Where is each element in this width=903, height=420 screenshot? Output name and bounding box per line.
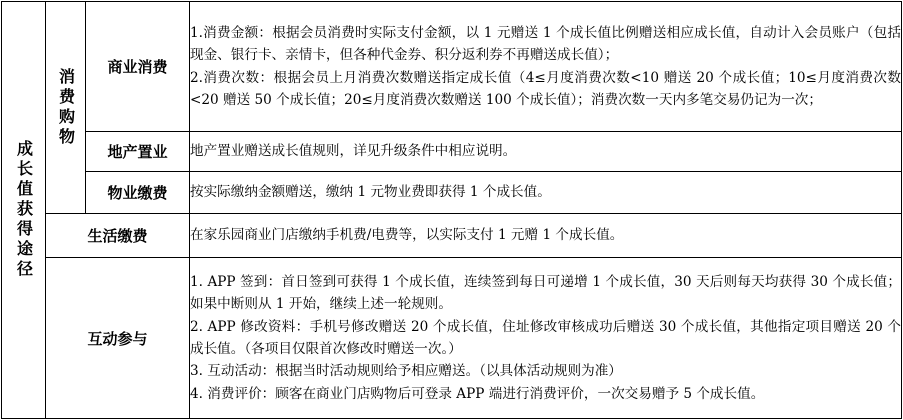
commercial-rule-1: 1.消费金额：根据会员消费时实际支付金额，以 1 元赠送 1 个成长值比例赠送相应成长值，自动计入会员账户（包括现金、银行卡、亲情卡，但各种代金券、积分返利券不再赠送成长值）； bbox=[190, 24, 901, 64]
consumption-group-cell bbox=[46, 2, 86, 214]
interaction-rule-3: 3. 互动活动：根据当时活动规则给予相应赠送。（以具体活动规则为准） bbox=[190, 363, 622, 380]
consumption-group-label: 消费购物 bbox=[56, 67, 76, 148]
category-real-estate: 地产置业 bbox=[86, 132, 190, 172]
content-commercial bbox=[190, 2, 902, 132]
category-interaction: 互动参与 bbox=[46, 258, 190, 419]
content-real-estate bbox=[190, 132, 902, 172]
property-fee-rule: 按实际缴纳金额赠送，缴纳 1 元物业费即获得 1 个成长值。 bbox=[190, 184, 551, 201]
root-label: 成长值获得途径 bbox=[14, 140, 34, 280]
category-commercial: 商业消费 bbox=[86, 2, 190, 132]
category-living-payment: 生活缴费 bbox=[46, 214, 190, 258]
content-living-payment bbox=[190, 214, 902, 258]
content-interaction bbox=[190, 258, 902, 419]
living-payment-rule: 在家乐园商业门店缴纳手机费/电费等，以实际支付 1 元赠 1 个成长值。 bbox=[190, 227, 624, 244]
interaction-rule-2: 2. APP 修改资料：手机号修改赠送 20 个成长值，住址修改审核成功后赠送 30 个成长值，其他指定项目赠送 20 个成长值。（各项目仅限首次修改时赠送一次。） bbox=[190, 318, 901, 357]
interaction-rule-1: 1. APP 签到：首日签到可获得 1 个成长值，连续签到每日可递增 1 个成长值，30 天后则每天均获得 30 个成长值；如果中断则从 1 开始，继续上述一轮规则。 bbox=[190, 273, 901, 313]
content-property-fee bbox=[190, 172, 902, 214]
commercial-rule-2: 2.消费次数：根据会员上月消费次数赠送指定成长值（4≤月度消费次数<10 赠送 20 个成长值；10≤月度消费次数<20 赠送 50 个成长值；20≤月度消费次数赠送 100 个成长值）；消费次数一天内多笔交易仍记为一次； bbox=[190, 69, 901, 108]
category-property-fee: 物业缴费 bbox=[86, 172, 190, 214]
interaction-rule-4: 4. 消费评价：顾客在商业门店购物后可登录 APP 端进行消费评价，一次交易赠予 5 个成长值。 bbox=[190, 385, 765, 402]
real-estate-rule: 地产置业赠送成长值规则，详见升级条件中相应说明。 bbox=[190, 143, 517, 160]
growth-value-table bbox=[1, 1, 902, 419]
root-label-cell bbox=[2, 2, 46, 419]
